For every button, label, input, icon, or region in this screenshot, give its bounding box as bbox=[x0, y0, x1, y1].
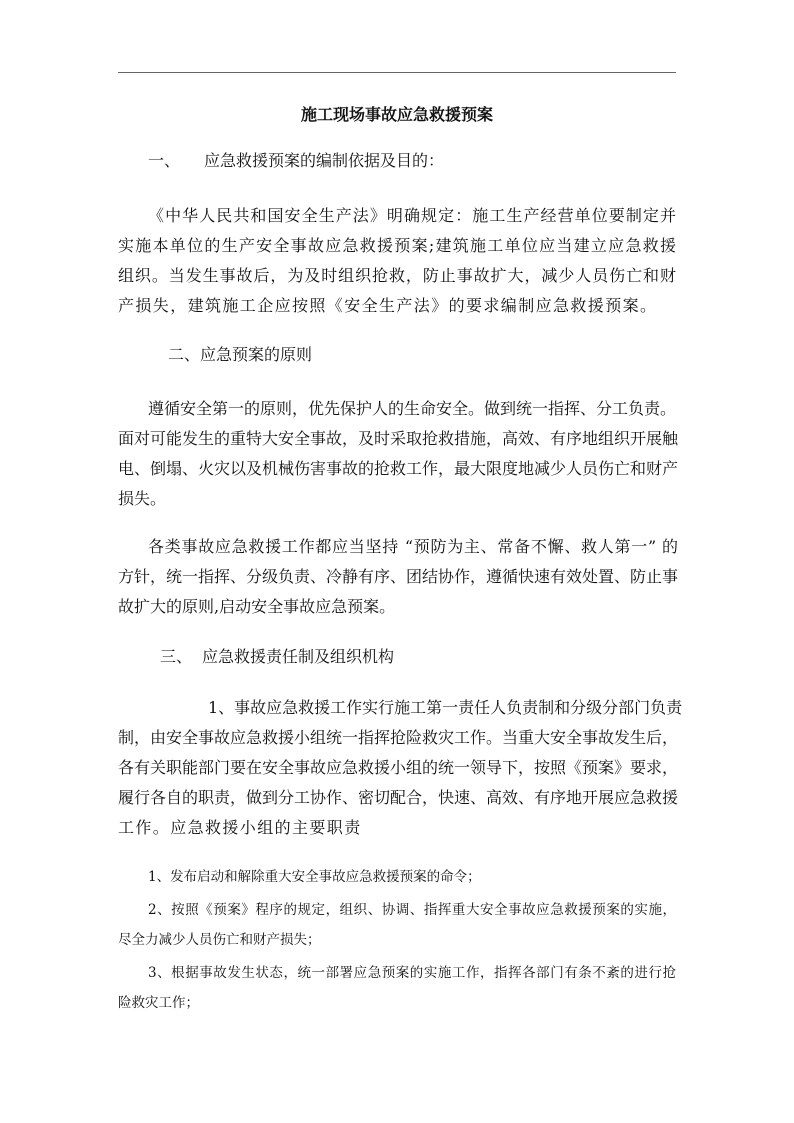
paragraph-line: 制，由安全事故应急救援小组统一指挥抢险救灾工作。当重大安全事故发生后， bbox=[118, 728, 679, 747]
document-title: 施工现场事故应急救援预案 bbox=[300, 105, 493, 124]
paragraph-line: 实施本单位的生产安全事故应急救援预案;建筑施工单位应当建立应急救援 bbox=[118, 236, 676, 255]
paragraph-line: 遵循安全第一的原则，优先保护人的生命安全。做到统一指挥、分工负责。 bbox=[148, 399, 677, 418]
paragraph-line: 方针，统一指挥、分级负责、冷静有序、团结协作，遵循快速有效处置、防止事 bbox=[118, 567, 679, 586]
list-item-continuation: 险救灾工作； bbox=[118, 995, 199, 1011]
paragraph-line: 组织。当发生事故后，为及时组织抢救，防止事故扩大，减少人员伤亡和财 bbox=[118, 266, 676, 285]
section-3-number: 三、 bbox=[160, 647, 193, 666]
paragraph-line: 故扩大的原则,启动安全事故应急预案。 bbox=[118, 597, 396, 616]
section-1-number: 一、 bbox=[148, 151, 181, 170]
paragraph-line: 产损失，建筑施工企应按照《安全生产法》的要求编制应急救援预案。 bbox=[118, 296, 658, 315]
list-item: 3、根据事故发生状态，统一部署应急预案的实施工作，指挥各部门有条不紊的进行抢 bbox=[148, 965, 676, 981]
list-item: 2、按照《预案》程序的规定，组织、协调、指挥重大安全事故应急救援预案的实施， bbox=[148, 902, 676, 918]
paragraph-line: 各有关职能部门要在安全事故应急救援小组的统一领导下，按照《预案》要求， bbox=[118, 758, 679, 777]
header-rule bbox=[118, 72, 676, 73]
paragraph-line: 电、倒塌、火灾以及机械伤害事故的抢救工作，最大限度地减少人员伤亡和财产 bbox=[118, 459, 679, 478]
paragraph-line: 各类事故应急救援工作都应当坚持 “预防为主、常备不懈、救人第一” 的 bbox=[148, 537, 678, 556]
section-1-heading: 应急救援预案的编制依据及目的： bbox=[204, 151, 445, 170]
list-item: 1、发布启动和解除重大安全事故应急救援预案的命令； bbox=[148, 869, 481, 885]
paragraph-line: 工作。应急救援小组的主要职责 bbox=[118, 818, 362, 837]
paragraph-line: 1、事故应急救援工作实行施工第一责任人负责制和分级分部门负责 bbox=[208, 698, 683, 717]
list-item-continuation: 尽全力减少人员伤亡和财产损失； bbox=[118, 932, 321, 948]
paragraph-line: 面对可能发生的重特大安全事故，及时采取抢救措施，高效、有序地组织开展触 bbox=[118, 429, 679, 448]
section-3-heading: 应急救援责任制及组织机构 bbox=[202, 647, 395, 666]
paragraph-line: 履行各自的职责，做到分工协作、密切配合，快速、高效、有序地开展应急救援 bbox=[118, 788, 679, 807]
paragraph-line: 损失。 bbox=[118, 489, 167, 508]
paragraph-line: 《中华人民共和国安全生产法》明确规定：施工生产经营单位要制定并 bbox=[148, 206, 676, 225]
section-2-heading: 二、应急预案的原则 bbox=[168, 345, 313, 364]
